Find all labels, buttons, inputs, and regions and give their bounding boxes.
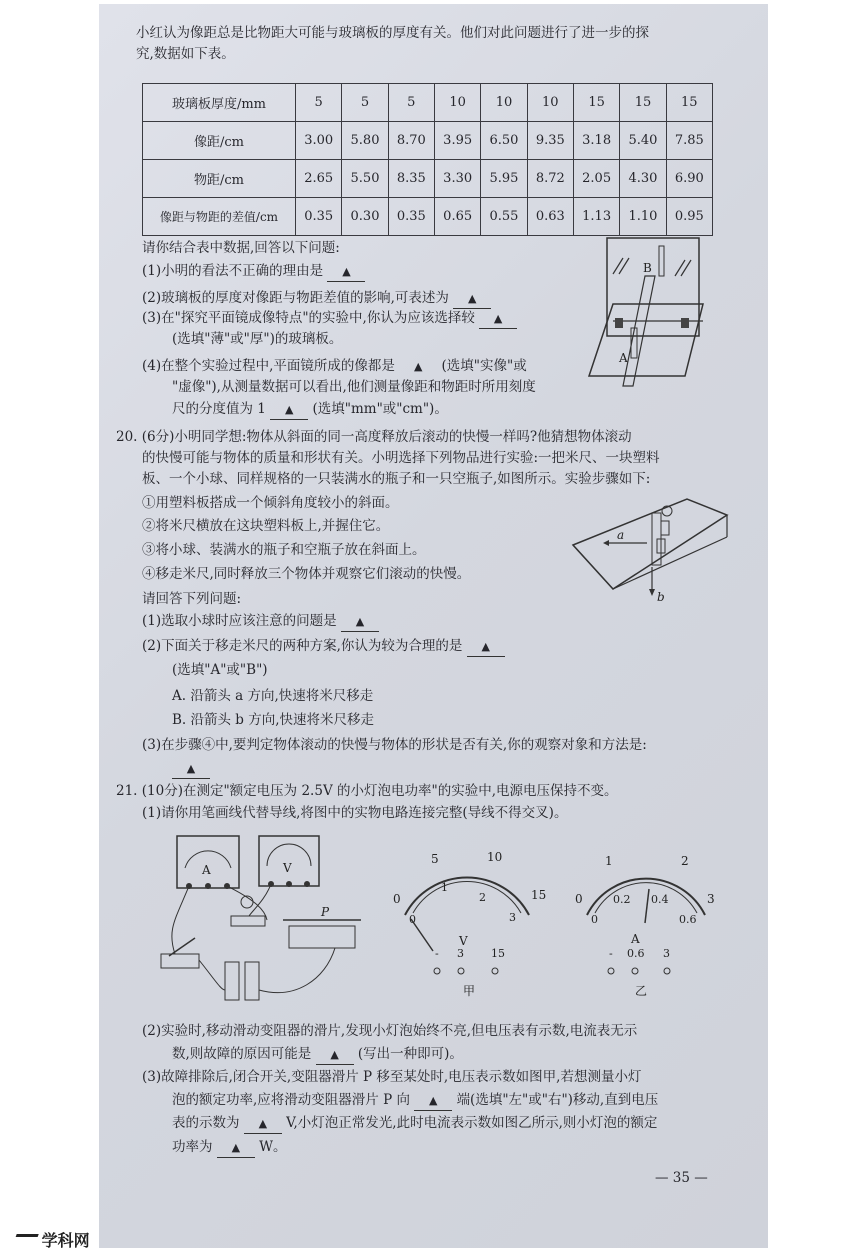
- q21-part-2b: [172, 1045, 463, 1065]
- label-b: B: [643, 261, 652, 275]
- q21-part-3b-hint: 端(选填"左"或"右")移动,直到电压: [456, 1092, 659, 1108]
- option-b: B. 沿箭头 b 方向,快速将米尺移走: [172, 712, 375, 728]
- tick-label: 1: [605, 854, 613, 868]
- table-cell: 5: [388, 84, 434, 122]
- intro-line-1: 小红认为像距总是比物距大可能与玻璃板的厚度有关。他们对此问题进行了进一步的探: [136, 25, 649, 41]
- tick-label: 15: [531, 888, 547, 902]
- tick-label: 0.6: [679, 913, 697, 926]
- answer-blank[interactable]: [217, 1138, 255, 1158]
- logo-icon: [11, 1234, 38, 1249]
- triangle-mark: ▲: [284, 403, 294, 416]
- tick-label: 0: [393, 892, 401, 906]
- voltmeter-dial: [389, 847, 549, 997]
- triangle-mark: ▲: [186, 762, 196, 775]
- q20-step-2: ②将米尺横放在这块塑料板上,并握住它。: [142, 518, 390, 534]
- answer-blank[interactable]: [172, 759, 210, 779]
- table-cell: 0.95: [666, 198, 712, 236]
- unit-label: V: [459, 934, 468, 948]
- q21-part-3d-text: 功率为: [172, 1139, 213, 1155]
- table-cell: 3.30: [434, 160, 480, 198]
- label-b: b: [657, 590, 665, 604]
- rheostat: [289, 926, 355, 948]
- glass-plate-figure: [585, 236, 705, 396]
- q21-part-2b-text: 数,则故障的原因可能是: [172, 1046, 312, 1062]
- q21-part-2: (2)实验时,移动滑动变阻器的滑片,发现小灯泡始终不亮,但电压表有示数,电流表无示: [142, 1023, 638, 1039]
- q19-part-4b: "虚像"),从测量数据可以看出,他们测量像距和物距时所用刻度: [172, 379, 536, 395]
- ammeter-dial: [571, 847, 721, 997]
- table-cell: 3.95: [434, 122, 480, 160]
- label-a: A: [619, 351, 628, 365]
- full-bottle: [661, 521, 669, 535]
- q21-part-3d-hint: W。: [259, 1139, 287, 1155]
- table-surface: [589, 304, 703, 376]
- table-row: [143, 198, 713, 236]
- table-cell: 0.55: [481, 198, 527, 236]
- q19-part-3b: (选填"薄"或"厚")的玻璃板。: [172, 331, 343, 347]
- table-cell: 6.50: [481, 122, 527, 160]
- q20-part-1: [142, 612, 379, 632]
- triangle-mark: ▲: [429, 1094, 438, 1107]
- figure-caption: 乙: [635, 984, 648, 997]
- q20-step-4: ④移走米尺,同时释放三个物体并观察它们滚动的快慢。: [142, 566, 471, 582]
- q21-line-2: (1)请你用笔画线代替导线,将图中的实物电路连接完整(导线不得交叉)。: [142, 805, 568, 821]
- option-a: A. 沿箭头 a 方向,快速将米尺移走: [172, 688, 374, 704]
- q20-line-1: 20. (6分)小明同学想:物体从斜面的同一高度释放后滚动的快慢一样吗?他猜想物体滚动: [116, 429, 632, 445]
- tick-label: 0.2: [613, 893, 631, 906]
- q19-part-3-text: (3)在"探究平面镜成像特点"的实验中,你认为应该选择较: [142, 310, 475, 326]
- q19-part-4: [142, 357, 527, 376]
- tick-label: 2: [681, 854, 689, 868]
- terminal-label: 3: [457, 947, 464, 960]
- table-cell: 10: [434, 84, 480, 122]
- tick-label: 0.4: [651, 893, 669, 906]
- answer-blank[interactable]: [453, 289, 491, 309]
- tick-label: 0: [591, 913, 598, 926]
- logo-text: 学科网: [41, 1231, 90, 1250]
- table-cell: 0.35: [388, 198, 434, 236]
- answer-blank[interactable]: [316, 1045, 354, 1065]
- unit-label: A: [631, 932, 640, 946]
- table-cell: 3.00: [296, 122, 342, 160]
- row-header: 像距/cm: [143, 122, 296, 160]
- terminal-label: 3: [663, 947, 670, 960]
- triangle-mark: ▲: [493, 312, 503, 325]
- voltmeter-label: V: [283, 861, 292, 875]
- table-cell: 0.65: [434, 198, 480, 236]
- row-header: 玻璃板厚度/mm: [143, 84, 296, 122]
- table-cell: 1.13: [573, 198, 619, 236]
- table-cell: 7.85: [666, 122, 712, 160]
- ruler: [623, 276, 655, 386]
- q20-step-1: ①用塑料板搭成一个倾斜角度较小的斜面。: [142, 495, 399, 511]
- table-cell: 5.50: [342, 160, 388, 198]
- q19-part-1-text: (1)小明的看法不正确的理由是: [142, 263, 324, 279]
- page-number: — 35 —: [655, 1170, 708, 1186]
- triangle-mark: ▲: [467, 292, 477, 305]
- tick-label: 0: [575, 892, 583, 906]
- ammeter-label: A: [202, 863, 211, 877]
- q20-part-2: [142, 637, 505, 657]
- tick-label: 0: [409, 913, 416, 926]
- tick-label: 3: [509, 911, 516, 924]
- table-cell: 10: [527, 84, 573, 122]
- terminal-label: -: [609, 947, 613, 960]
- table-cell: 5.40: [620, 122, 666, 160]
- switch: [161, 954, 199, 968]
- q21-part-3: (3)故障排除后,闭合开关,变阻器滑片 P 移至某处时,电压表示数如图甲,若想测量小灯: [142, 1069, 642, 1085]
- q20-part-2b: (选填"A"或"B"): [172, 662, 268, 678]
- tick-label: 10: [487, 850, 503, 864]
- ammeter: [177, 836, 239, 888]
- table-cell: 1.10: [620, 198, 666, 236]
- table-cell: 3.18: [573, 122, 619, 160]
- slider-label: P: [321, 905, 330, 919]
- tick-label: 1: [441, 881, 448, 894]
- q20-part-1-text: (1)选取小球时应该注意的问题是: [142, 613, 337, 629]
- q21-part-3b: [172, 1091, 658, 1111]
- q21-part-3d: [172, 1138, 286, 1158]
- table-cell: 6.90: [666, 160, 712, 198]
- triangle-mark: ▲: [413, 360, 423, 373]
- q21-line-1: 21. (10分)在测定"额定电压为 2.5V 的小灯泡电功率"的实验中,电源电压保持不变。: [116, 783, 618, 799]
- ammeter-needle: [645, 889, 649, 923]
- answer-blank[interactable]: [399, 357, 437, 376]
- figure-caption: 甲: [463, 984, 476, 997]
- table-cell: 10: [481, 84, 527, 122]
- triangle-mark: ▲: [330, 1048, 339, 1061]
- answer-blank[interactable]: [414, 1091, 452, 1111]
- table-row: [143, 160, 713, 198]
- table-cell: 2.65: [296, 160, 342, 198]
- scanned-page: [99, 4, 768, 1248]
- answer-blank[interactable]: [479, 309, 517, 329]
- table-cell: 0.30: [342, 198, 388, 236]
- answer-blank[interactable]: [341, 612, 379, 632]
- table-cell: 8.35: [388, 160, 434, 198]
- q21-part-3c: [172, 1114, 657, 1134]
- q20-step-3: ③将小球、装满水的瓶子和空瓶子放在斜面上。: [142, 542, 426, 558]
- answer-blank[interactable]: [270, 400, 308, 420]
- triangle-mark: ▲: [258, 1117, 268, 1130]
- table-cell: 2.05: [573, 160, 619, 198]
- watermark-logo: [14, 1228, 154, 1248]
- q20-part-2-text: (2)下面关于移走米尺的两种方案,你认为较为合理的是: [142, 638, 463, 654]
- candle-b: [659, 246, 664, 276]
- row-header: 物距/cm: [143, 160, 296, 198]
- answer-blank[interactable]: [467, 637, 505, 657]
- table-cell: 0.63: [527, 198, 573, 236]
- triangle-mark: ▲: [355, 615, 365, 628]
- table-row: [143, 84, 713, 122]
- battery: [225, 962, 239, 1000]
- table-cell: 5.80: [342, 122, 388, 160]
- q19-part-2: [142, 289, 491, 309]
- q19-part-4c-text: 尺的分度值为 1: [172, 401, 266, 417]
- q19-prompt: 请你结合表中数据,回答以下问题:: [142, 240, 340, 256]
- q19-part-1: [142, 262, 365, 282]
- terminal-label: -: [435, 947, 439, 960]
- table-cell: 8.70: [388, 122, 434, 160]
- terminal-label: 0.6: [627, 947, 645, 960]
- q19-part-3: [142, 309, 517, 329]
- incline-figure: [569, 497, 729, 607]
- answer-blank[interactable]: [244, 1114, 282, 1134]
- q20-ask: 请回答下列问题:: [142, 591, 242, 607]
- q20-line-3: 板、一个小球、同样规格的一只装满水的瓶子和一只空瓶子,如图所示。实验步骤如下:: [142, 471, 651, 487]
- q20-part-3-answer: [172, 759, 210, 779]
- table-row: [143, 122, 713, 160]
- triangle-mark: ▲: [342, 265, 351, 278]
- q19-part-4c: [172, 400, 448, 420]
- q20-part-3: (3)在步骤④中,要判定物体滚动的快慢与物体的形状是否有关,你的观察对象和方法是:: [142, 737, 647, 753]
- q21-part-3c-hint: V,小灯泡正常发光,此时电流表示数如图乙所示,则小灯泡的额定: [286, 1115, 658, 1131]
- q19-part-4-hint: (选填"实像"或: [441, 358, 527, 374]
- q21-part-3c-text: 表的示数为: [172, 1115, 240, 1131]
- q20-line-2: 的快慢可能与物体的质量和形状有关。小明选择下列物品进行实验:一把米尺、一块塑料: [142, 450, 660, 466]
- terminal-label: 15: [491, 947, 505, 960]
- table-cell: 15: [573, 84, 619, 122]
- table-cell: 5: [342, 84, 388, 122]
- q19-part-4c-hint: (选填"mm"或"cm")。: [312, 401, 448, 417]
- circuit-figure: [155, 830, 385, 1010]
- table-cell: 15: [620, 84, 666, 122]
- tick-label: 5: [431, 852, 439, 866]
- row-header: 像距与物距的差值/cm: [143, 198, 296, 236]
- table-cell: 15: [666, 84, 712, 122]
- q21-part-3b-text: 泡的额定功率,应将滑动变阻器滑片 P 向: [172, 1092, 410, 1108]
- answer-blank[interactable]: [327, 262, 365, 282]
- triangle-mark: ▲: [231, 1141, 241, 1154]
- intro-line-2: 究,数据如下表。: [136, 46, 235, 62]
- table-cell: 5: [296, 84, 342, 122]
- tick-label: 2: [479, 891, 486, 904]
- incline-board: [573, 499, 727, 589]
- label-a: a: [617, 528, 625, 542]
- q19-part-4-text: (4)在整个实验过程中,平面镜所成的像都是: [142, 358, 395, 374]
- data-table: [142, 83, 713, 236]
- q19-part-2-text: (2)玻璃板的厚度对像距与物距差值的影响,可表述为: [142, 290, 449, 306]
- tick-label: 3: [707, 892, 715, 906]
- battery: [245, 962, 259, 1000]
- triangle-mark: ▲: [481, 640, 490, 653]
- table-cell: 8.72: [527, 160, 573, 198]
- table-cell: 4.30: [620, 160, 666, 198]
- q21-part-2b-hint: (写出一种即可)。: [357, 1046, 463, 1062]
- table-cell: 9.35: [527, 122, 573, 160]
- table-cell: 5.95: [481, 160, 527, 198]
- table-cell: 0.35: [296, 198, 342, 236]
